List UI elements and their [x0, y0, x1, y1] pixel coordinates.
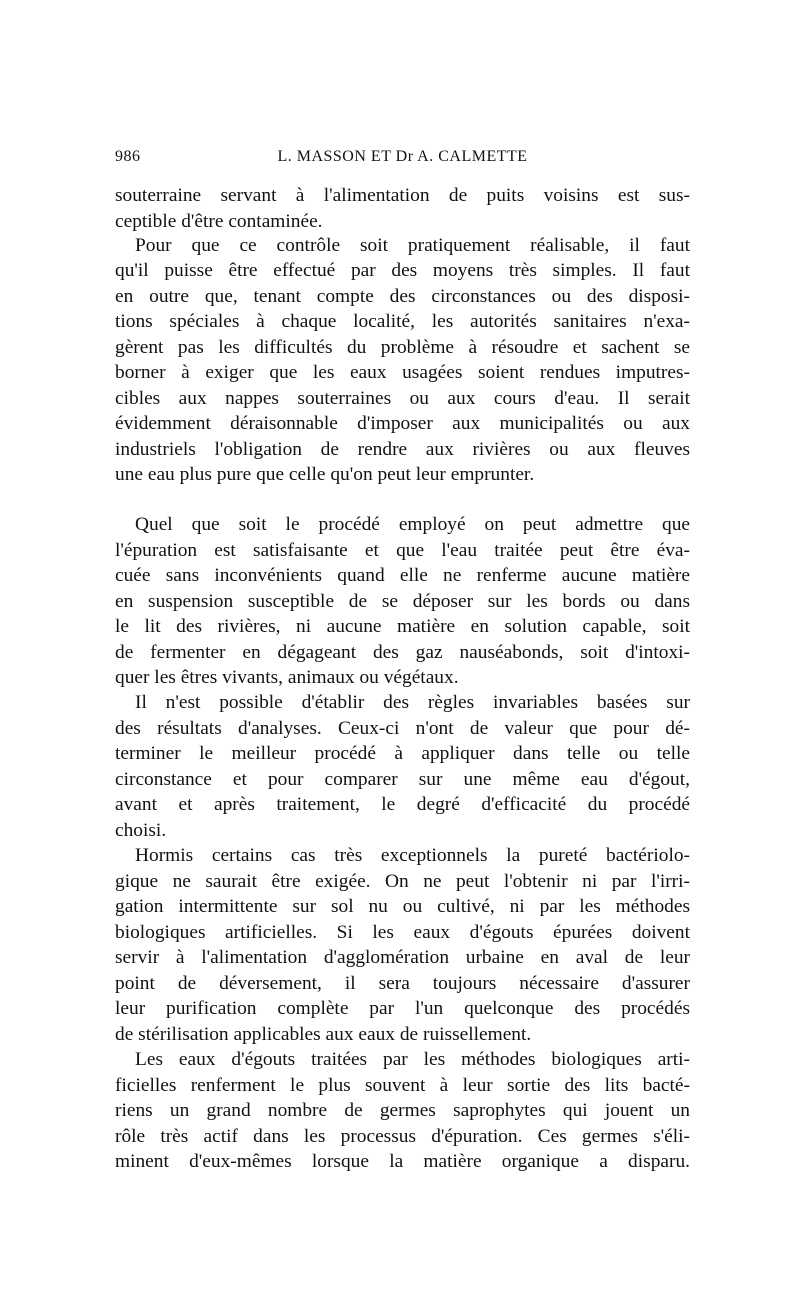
text-line: Les eaux d'égouts traitées par les méthodes biologiques arti- [135, 1049, 690, 1070]
text-line: choisi. [115, 820, 167, 841]
text-line: point de déversement, il sera toujours nécessaire d'assurer [115, 973, 690, 994]
text-line: avant et après traitement, le degré d'efficacité du procédé [115, 794, 690, 815]
text-line: une eau plus pure que celle qu'on peut leur emprunter. [115, 464, 535, 485]
text-line: qu'il puisse être effectué par des moyens très simples. Il faut [115, 260, 690, 281]
text-line: en outre que, tenant compte des circonstances ou des disposi- [115, 286, 690, 307]
text-line: servir à l'alimentation d'agglomération urbaine en aval de leur [115, 947, 690, 968]
text-line: gique ne saurait être exigée. On ne peut l'obtenir ni par l'irri- [115, 871, 690, 892]
text-line: l'épuration est satisfaisante et que l'eau traitée peut être éva- [115, 540, 690, 561]
text-line: le lit des rivières, ni aucune matière en solution capable, soit [115, 616, 690, 637]
text-line: minent d'eux-mêmes lorsque la matière organique a disparu. [115, 1151, 690, 1172]
text-line: leur purification complète par l'un quelconque des procédés [115, 998, 690, 1019]
text-line: borner à exiger que les eaux usagées soient rendues imputres- [115, 362, 690, 383]
text-line: ficielles renferment le plus souvent à leur sortie des lits bacté- [115, 1075, 690, 1096]
text-line: circonstance et pour comparer sur une même eau d'égout, [115, 769, 690, 790]
text-line: Quel que soit le procédé employé on peut admettre que [135, 514, 690, 535]
text-line: industriels l'obligation de rendre aux rivières ou aux fleuves [115, 439, 690, 460]
text-line: gation intermittente sur sol nu ou cultivé, ni par les méthodes [115, 896, 690, 917]
text-line: évidemment déraisonnable d'imposer aux municipalités ou aux [115, 413, 690, 434]
running-head [115, 148, 690, 170]
text-line: Il n'est possible d'établir des règles invariables basées sur [135, 692, 690, 713]
text-line: tions spéciales à chaque localité, les autorités sanitaires n'exa- [115, 311, 690, 332]
text-line: Hormis certains cas très exceptionnels la pureté bactériolo- [135, 845, 690, 866]
text-line: souterraine servant à l'alimentation de puits voisins est sus- [115, 185, 690, 206]
text-line: Pour que ce contrôle soit pratiquement réalisable, il faut [135, 235, 690, 256]
header-title: L. MASSON ET Dr A. CALMETTE [277, 148, 528, 165]
text-line: ceptible d'être contaminée. [115, 211, 323, 232]
text-line: cibles aux nappes souterraines ou aux cours d'eau. Il serait [115, 388, 690, 409]
text-line: cuée sans inconvénients quand elle ne renferme aucune matière [115, 565, 690, 586]
text-line: biologiques artificielles. Si les eaux d'égouts épurées doivent [115, 922, 690, 943]
text-line: de fermenter en dégageant des gaz nauséabonds, soit d'intoxi- [115, 642, 690, 663]
page-number: 986 [115, 148, 141, 165]
text-line: de stérilisation applicables aux eaux de ruissellement. [115, 1024, 532, 1045]
text-line: gèrent pas les difficultés du problème à résoudre et sachent se [115, 337, 690, 358]
text-line: des résultats d'analyses. Ceux-ci n'ont de valeur que pour dé- [115, 718, 690, 739]
text-line: en suspension susceptible de se déposer sur les bords ou dans [115, 591, 690, 612]
text-line: riens un grand nombre de germes saprophytes qui jouent un [115, 1100, 690, 1121]
text-line: quer les êtres vivants, animaux ou végétaux. [115, 667, 459, 688]
text-line: terminer le meilleur procédé à appliquer dans telle ou telle [115, 743, 690, 764]
text-line: rôle très actif dans les processus d'épuration. Ces germes s'éli- [115, 1126, 690, 1147]
